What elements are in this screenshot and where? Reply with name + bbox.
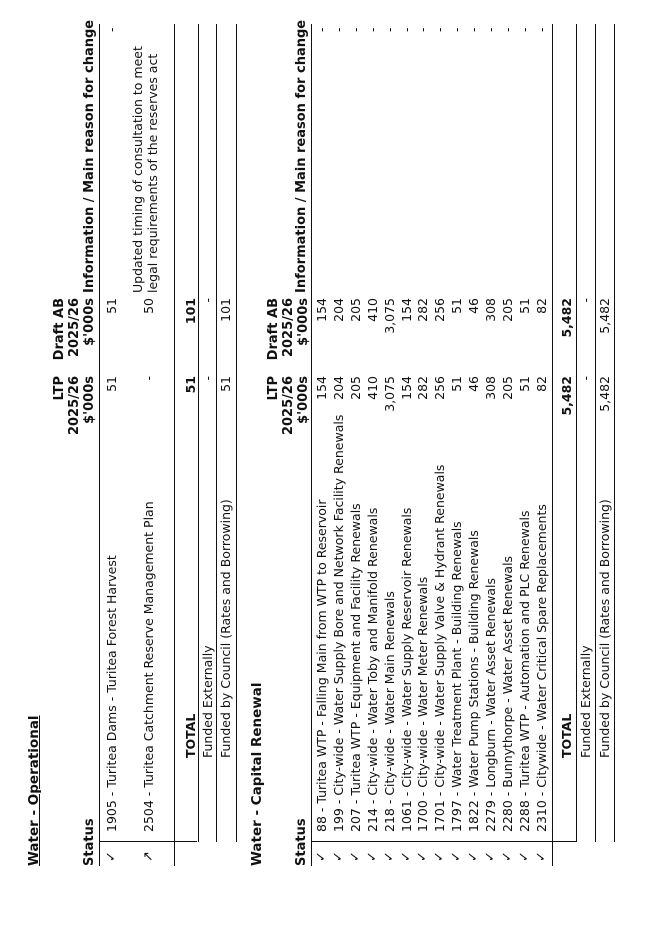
- total-draft-value: 101: [183, 298, 198, 325]
- ltp-header-line: $'000s: [296, 376, 311, 424]
- row-info: -: [499, 27, 515, 32]
- row-ltp-value: 205: [499, 376, 515, 400]
- row-ltp-value: 256: [432, 376, 448, 400]
- operational-info-header: Information / Main reason for change: [82, 19, 97, 293]
- draft-header-line: Draft AB: [266, 298, 281, 361]
- row-description: 1797 - Water Treatment Plant - Building Renewals: [449, 521, 465, 832]
- row-info: -: [432, 27, 448, 32]
- status-trend-icon: ↗: [141, 851, 156, 862]
- row-ltp-value: 51: [516, 376, 532, 392]
- row-info: -: [347, 27, 363, 32]
- row-info: -: [364, 27, 380, 32]
- row-info: -: [516, 27, 532, 32]
- total-row: [158, 24, 198, 866]
- row-description: 1822 - Water Pump Stations - Building Renewals: [466, 530, 482, 832]
- ltp-header-line: 2025/26: [281, 376, 296, 436]
- row-info: -: [381, 27, 397, 32]
- table-rule: [552, 24, 553, 866]
- total-label: TOTAL: [183, 713, 198, 758]
- ltp-header-line: 2025/26: [67, 376, 82, 436]
- row-draft-value: 205: [347, 298, 363, 322]
- ltp-header-line: $'000s: [82, 376, 97, 424]
- status-tick-icon: ✓: [483, 851, 498, 862]
- status-tick-icon: ✓: [499, 851, 515, 862]
- row-description: 214 - City-wide - Water Toby and Manifold Renewals: [364, 507, 380, 832]
- row-description: 1700 - City-wide - Water Meter Renewals: [415, 576, 431, 832]
- row-draft-value: 204: [330, 298, 346, 322]
- row-description: 1061 - City-wide - Water Supply Reservoir Renewals: [398, 507, 414, 832]
- row-description: 88 - Turitea WTP - Falling Main from WTP to Reservoir: [314, 499, 329, 832]
- column-divider: [311, 841, 576, 842]
- funded-by-council-ltp: 5,482: [597, 376, 612, 412]
- row-draft-value: 154: [398, 298, 414, 322]
- table-rule: [99, 24, 100, 866]
- status-tick-icon: ✓: [398, 851, 414, 862]
- status-tick-icon: ✓: [449, 851, 465, 862]
- funded-by-council-ltp: 51: [218, 376, 233, 392]
- table-rule: [236, 24, 237, 842]
- row-draft-value: 410: [364, 298, 380, 322]
- funded-externally-draft: -: [200, 298, 215, 303]
- status-tick-icon: ✓: [330, 851, 346, 862]
- capital-section-title: Water - Capital Renewal: [249, 682, 265, 866]
- row-info: -: [533, 27, 549, 32]
- row-ltp-value: 51: [104, 376, 119, 392]
- row-ltp-value: -: [141, 376, 156, 381]
- row-draft-value: 3,075: [381, 298, 397, 334]
- row-ltp-value: 51: [449, 376, 465, 392]
- row-draft-value: 51: [104, 298, 119, 314]
- row-draft-value: 51: [449, 298, 465, 314]
- capital-draft-header: [266, 298, 311, 373]
- row-description: 218 - City-wide - Water Main Renewals: [381, 591, 397, 832]
- row-info: -: [104, 27, 119, 32]
- draft-header-line: $'000s: [296, 298, 311, 346]
- row-info: -: [466, 27, 482, 32]
- total-draft-value: 5,482: [559, 298, 574, 338]
- row-draft-value: 51: [516, 298, 532, 314]
- funded-externally-label: Funded Externally: [578, 645, 593, 758]
- row-ltp-value: 82: [533, 376, 549, 392]
- row-description: 2288 - Turitea WTP - Automation and PLC Renewals: [516, 510, 532, 832]
- row-description: 1701 - City-wide - Water Supply Valve & Hydrant Renewals: [432, 464, 448, 832]
- ltp-header-line: LTP: [266, 376, 281, 401]
- row-ltp-value: 410: [364, 376, 380, 400]
- operational-status-header: Status: [82, 818, 97, 866]
- status-tick-icon: ✓: [381, 851, 397, 862]
- row-description: 2279 - Longburn - Water Asset Renewals: [483, 577, 498, 832]
- table-row: [103, 24, 123, 866]
- total-label: TOTAL: [559, 713, 574, 758]
- funded-externally-label: Funded Externally: [200, 645, 215, 758]
- row-draft-value: 308: [483, 298, 498, 322]
- row-draft-value: 46: [466, 298, 482, 314]
- row-ltp-value: 3,075: [381, 376, 397, 412]
- table-rule: [614, 24, 615, 842]
- row-ltp-value: 205: [347, 376, 363, 400]
- status-tick-icon: ✓: [432, 851, 448, 862]
- row-description: 2504 - Turitea Catchment Reserve Management Plan: [141, 501, 156, 832]
- operational-ltp-header: [52, 376, 97, 451]
- operational-section-title: Water - Operational: [26, 715, 42, 866]
- row-draft-value: 256: [432, 298, 448, 322]
- status-tick-icon: ✓: [104, 851, 119, 862]
- funded-by-council-label: Funded by Council (Rates and Borrowing): [218, 499, 233, 758]
- row-description: 207 - Turitea WTP - Equipment and Facility Renewals: [347, 503, 363, 832]
- status-tick-icon: ✓: [314, 851, 329, 862]
- draft-header-line: 2025/26: [67, 298, 82, 358]
- status-tick-icon: ✓: [466, 851, 482, 862]
- row-draft-value: 205: [499, 298, 515, 322]
- draft-header-line: 2025/26: [281, 298, 296, 358]
- funded-externally-ltp: -: [200, 376, 215, 381]
- draft-header-line: $'000s: [82, 298, 97, 346]
- ltp-header-line: LTP: [52, 376, 67, 401]
- total-ltp-value: 5,482: [559, 376, 574, 416]
- row-info: -: [449, 27, 465, 32]
- row-ltp-value: 154: [398, 376, 414, 400]
- row-info: -: [415, 27, 431, 32]
- row-ltp-value: 46: [466, 376, 482, 392]
- row-ltp-value: 282: [415, 376, 431, 400]
- row-ltp-value: 308: [483, 376, 498, 400]
- capital-ltp-header: [266, 376, 311, 451]
- status-tick-icon: ✓: [516, 851, 532, 862]
- row-description: 1905 - Turitea Dams - Turitea Forest Harvest: [104, 555, 119, 832]
- row-info: Updated timing of consultation to meet legal requirements of the reserves act: [130, 46, 160, 293]
- row-info: -: [314, 27, 329, 32]
- capital-info-header: Information / Main reason for change: [294, 19, 309, 293]
- funded-by-council-draft: 5,482: [597, 298, 612, 334]
- row-info: -: [483, 27, 498, 32]
- row-info: -: [330, 27, 346, 32]
- row-draft-value: 282: [415, 298, 431, 322]
- status-tick-icon: ✓: [533, 851, 549, 862]
- table-rule: [311, 24, 312, 866]
- row-info: -: [398, 27, 414, 32]
- funded-by-council-draft: 101: [218, 298, 233, 322]
- row-description: 2310 - Citywide - Water Critical Spare Replacements: [533, 504, 549, 832]
- row-description: 2280 - Bunnythorpe - Water Asset Renewals: [499, 555, 515, 832]
- total-ltp-value: 51: [183, 376, 198, 394]
- funded-externally-ltp: -: [578, 376, 593, 381]
- capital-status-header: Status: [294, 818, 309, 866]
- row-ltp-value: 154: [314, 376, 329, 400]
- funded-by-council-label: Funded by Council (Rates and Borrowing): [597, 499, 612, 758]
- row-draft-value: 82: [533, 298, 549, 314]
- status-tick-icon: ✓: [415, 851, 431, 862]
- row-description: 199 - City-wide - Water Supply Bore and Network Facility Renewals: [330, 414, 346, 832]
- status-tick-icon: ✓: [364, 851, 380, 862]
- row-draft-value: 154: [314, 298, 329, 322]
- funded-externally-draft: -: [578, 298, 593, 303]
- row-ltp-value: 204: [330, 376, 346, 400]
- draft-header-line: Draft AB: [52, 298, 67, 361]
- status-tick-icon: ✓: [347, 851, 363, 862]
- row-draft-value: 50: [141, 298, 156, 314]
- operational-draft-header: [52, 298, 97, 373]
